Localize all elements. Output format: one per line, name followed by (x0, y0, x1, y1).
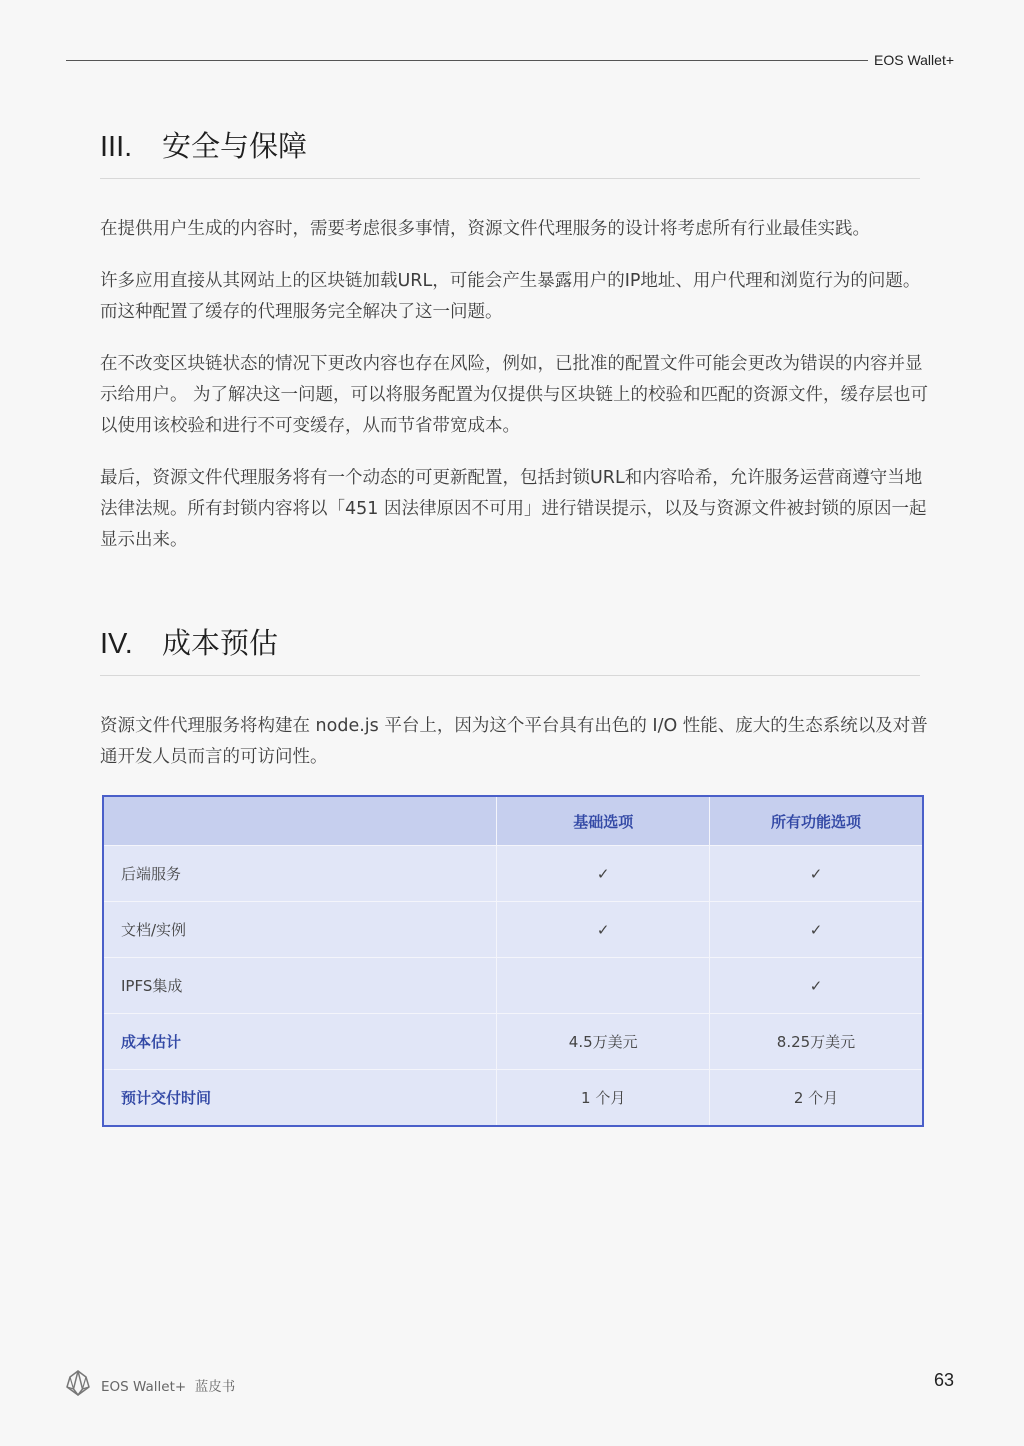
table-header-basic: 基础选项 (497, 796, 710, 846)
section-4-rule (100, 675, 920, 676)
table-row (103, 1014, 923, 1070)
section-3-paragraph-3: 在不改变区块链状态的情况下更改内容也存在风险，例如，已批准的配置文件可能会更改为错误的内容并显示给用户。 为了解决这一问题，可以将服务配置为仅提供与区块链上的校验和匹配的资源文件，缓存层也可以使用该校验和进行不可变缓存，从而节省带宽成本。 (100, 354, 929, 436)
eos-logo-icon (66, 1370, 90, 1396)
check-icon: ✓ (709, 902, 923, 958)
check-icon: ✓ (497, 846, 710, 902)
footer-brand-name: EOS Wallet+ (101, 1379, 187, 1395)
section-3-paragraph-4: 最后，资源文件代理服务将有一个动态的可更新配置，包括封锁URL和内容哈希，允许服务运营商遵守当地法律法规。所有封锁内容将以「451 因法律原因不可用」进行错误提示，以及与资源文件被封锁的原因一起显示出来。 (100, 468, 927, 550)
section-3-title: 安全与保障 (162, 129, 308, 163)
cost-full: 8.25万美元 (709, 1014, 923, 1070)
table-row (103, 1070, 923, 1127)
section-3-number: III. (100, 131, 133, 163)
delivery-full: 2 个月 (709, 1070, 923, 1127)
section-4-title: 成本预估 (162, 626, 279, 660)
table-header-full: 所有功能选项 (709, 796, 923, 846)
row-label-cost: 成本估计 (103, 1014, 497, 1070)
row-label-delivery: 预计交付时间 (103, 1070, 497, 1127)
delivery-basic: 1 个月 (497, 1070, 710, 1127)
empty-cell (497, 958, 710, 1014)
cost-comparison-table (102, 795, 924, 1127)
check-icon: ✓ (709, 958, 923, 1014)
header-brand: EOS Wallet+ (874, 52, 955, 68)
cost-basic: 4.5万美元 (497, 1014, 710, 1070)
table-row (103, 846, 923, 902)
row-label-ipfs: IPFS集成 (103, 958, 497, 1014)
section-4-number: IV. (100, 628, 133, 660)
header-rule (66, 60, 868, 61)
footer-doc-type: 蓝皮书 (194, 1379, 236, 1395)
section-4-heading (100, 621, 278, 662)
row-label-docs: 文档/实例 (103, 902, 497, 958)
table-row (103, 958, 923, 1014)
row-label-backend: 后端服务 (103, 846, 497, 902)
section-4-intro: 资源文件代理服务将构建在 node.js 平台上，因为这个平台具有出色的 I/O 性能、庞大的生态系统以及对普通开发人员而言的可访问性。 (100, 716, 928, 767)
table-header-row (103, 796, 923, 846)
table-header-empty (103, 796, 497, 846)
section-3-rule (100, 178, 920, 179)
check-icon: ✓ (709, 846, 923, 902)
page-number: 63 (934, 1370, 955, 1390)
section-3-paragraph-1: 在提供用户生成的内容时，需要考虑很多事情，资源文件代理服务的设计将考虑所有行业最佳实践。 (100, 219, 870, 239)
section-3-paragraph-2: 许多应用直接从其网站上的区块链加载URL，可能会产生暴露用户的IP地址、用户代理和浏览行为的问题。而这种配置了缓存的代理服务完全解决了这一问题。 (100, 271, 921, 322)
table-row (103, 902, 923, 958)
section-3-heading (100, 124, 307, 165)
footer-brand (101, 1375, 235, 1395)
check-icon: ✓ (497, 902, 710, 958)
